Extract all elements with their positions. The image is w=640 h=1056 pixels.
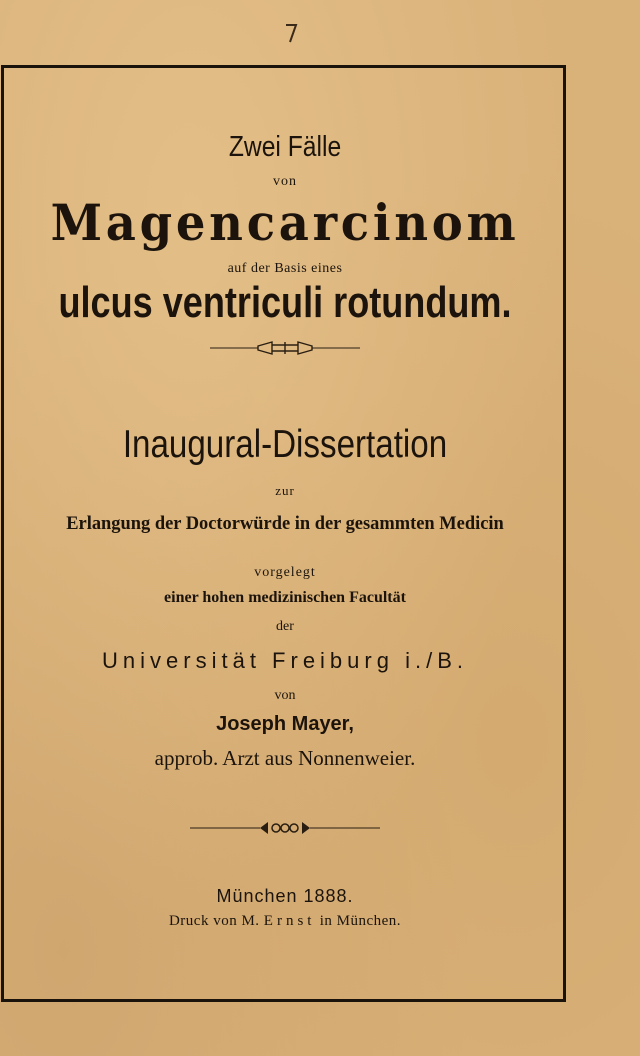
printer-name: Ernst: [263, 913, 316, 929]
subtitle: ulcus ventriculi rotundum.: [58, 278, 512, 327]
zur-line: zur: [275, 483, 295, 498]
vorgelegt-line: vorgelegt: [254, 565, 316, 580]
ornament-divider-top: [210, 340, 360, 356]
erlangung-line: Erlangung der Doctorwürde in der gesammten Medicin: [66, 513, 504, 534]
facultaet-line: einer hohen medizinischen Facultät: [164, 589, 406, 606]
main-title: Magencarcinom: [50, 193, 520, 252]
printer-suffix: in München.: [319, 913, 402, 929]
von-line-2: von: [274, 688, 296, 703]
title-line-zwei-faelle: Zwei Fälle: [228, 131, 342, 163]
auf-der-basis-line: auf der Basis eines: [227, 261, 343, 276]
place-and-year: München 1888.: [216, 886, 354, 906]
author-credentials: approb. Arzt aus Nonnenweier.: [154, 746, 416, 770]
corner-mark: [284, 22, 300, 44]
von-line-1: von: [273, 174, 297, 189]
printer-line: [0, 913, 570, 930]
author-name: Joseph Mayer,: [216, 713, 354, 735]
printer-prefix: Druck von M.: [168, 913, 260, 929]
dissertation-heading: Inaugural-Dissertation: [122, 423, 448, 466]
university-line: Universität Freiburg i./B.: [102, 648, 468, 673]
ornament-divider-bottom: [190, 818, 380, 838]
der-line: der: [276, 619, 294, 634]
